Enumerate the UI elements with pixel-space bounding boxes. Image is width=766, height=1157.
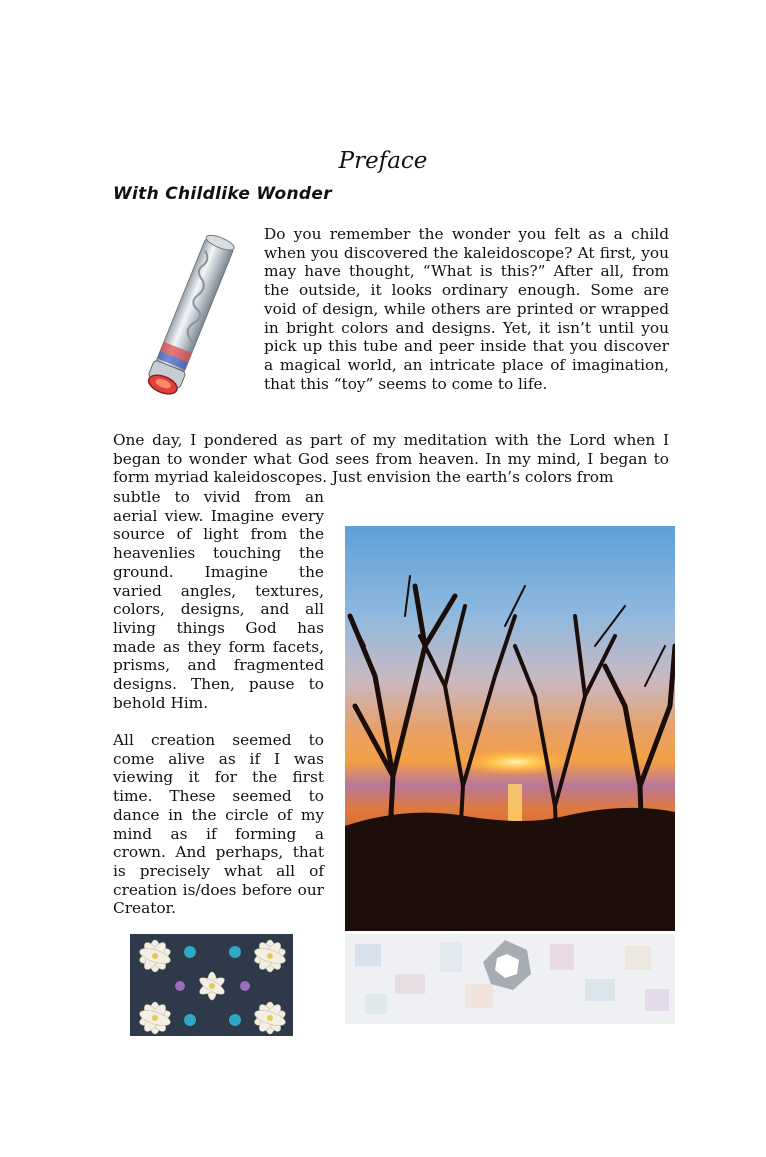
page-title: Preface [338,148,428,174]
sunset-photo [345,526,675,931]
meditation-paragraph: One day, I pondered as part of my meditation with the Lord when I began to wonder what God sees from heaven. In my mind, I began to form myriad kaleidoscopes. Just envision the earth’s colors from [113,431,669,487]
intro-paragraph: Do you remember the wonder you felt as a child when you discovered the kaleidoscope? At first, you may have thought, “What is this?” After all, from the outside, it looks ordinary enough. Some are void of design, while others are printed or wrapped in bright colors and designs. Yet, it isn’t until you pick up this tube and peer inside that you discover a magical world, an intricate place of imagination, that this “toy” seems to come to life. [264,225,669,393]
kaleidoscope-tube-icon [130,230,250,410]
imagine-paragraph: subtle to vivid from an aerial view. Imagine every source of light from the heavenlies touching the ground. Imagine the varied angles, textures, colors, designs, and all living things God has made as they form facets, prisms, and fragmented designs. Then, pause to behold Him. [113,488,324,712]
creation-paragraph: All creation seemed to come alive as if I was viewing it for the first time. These seemed to dance in the circle of my mind as if forming a crown. And perhaps, that is precisely what all of creation is/does before our Creator. [113,731,324,918]
section-subtitle: With Childlike Wonder [113,184,332,204]
crystal-kaleidoscope-pattern [345,934,675,1024]
flower-kaleidoscope-pattern [130,934,293,1036]
